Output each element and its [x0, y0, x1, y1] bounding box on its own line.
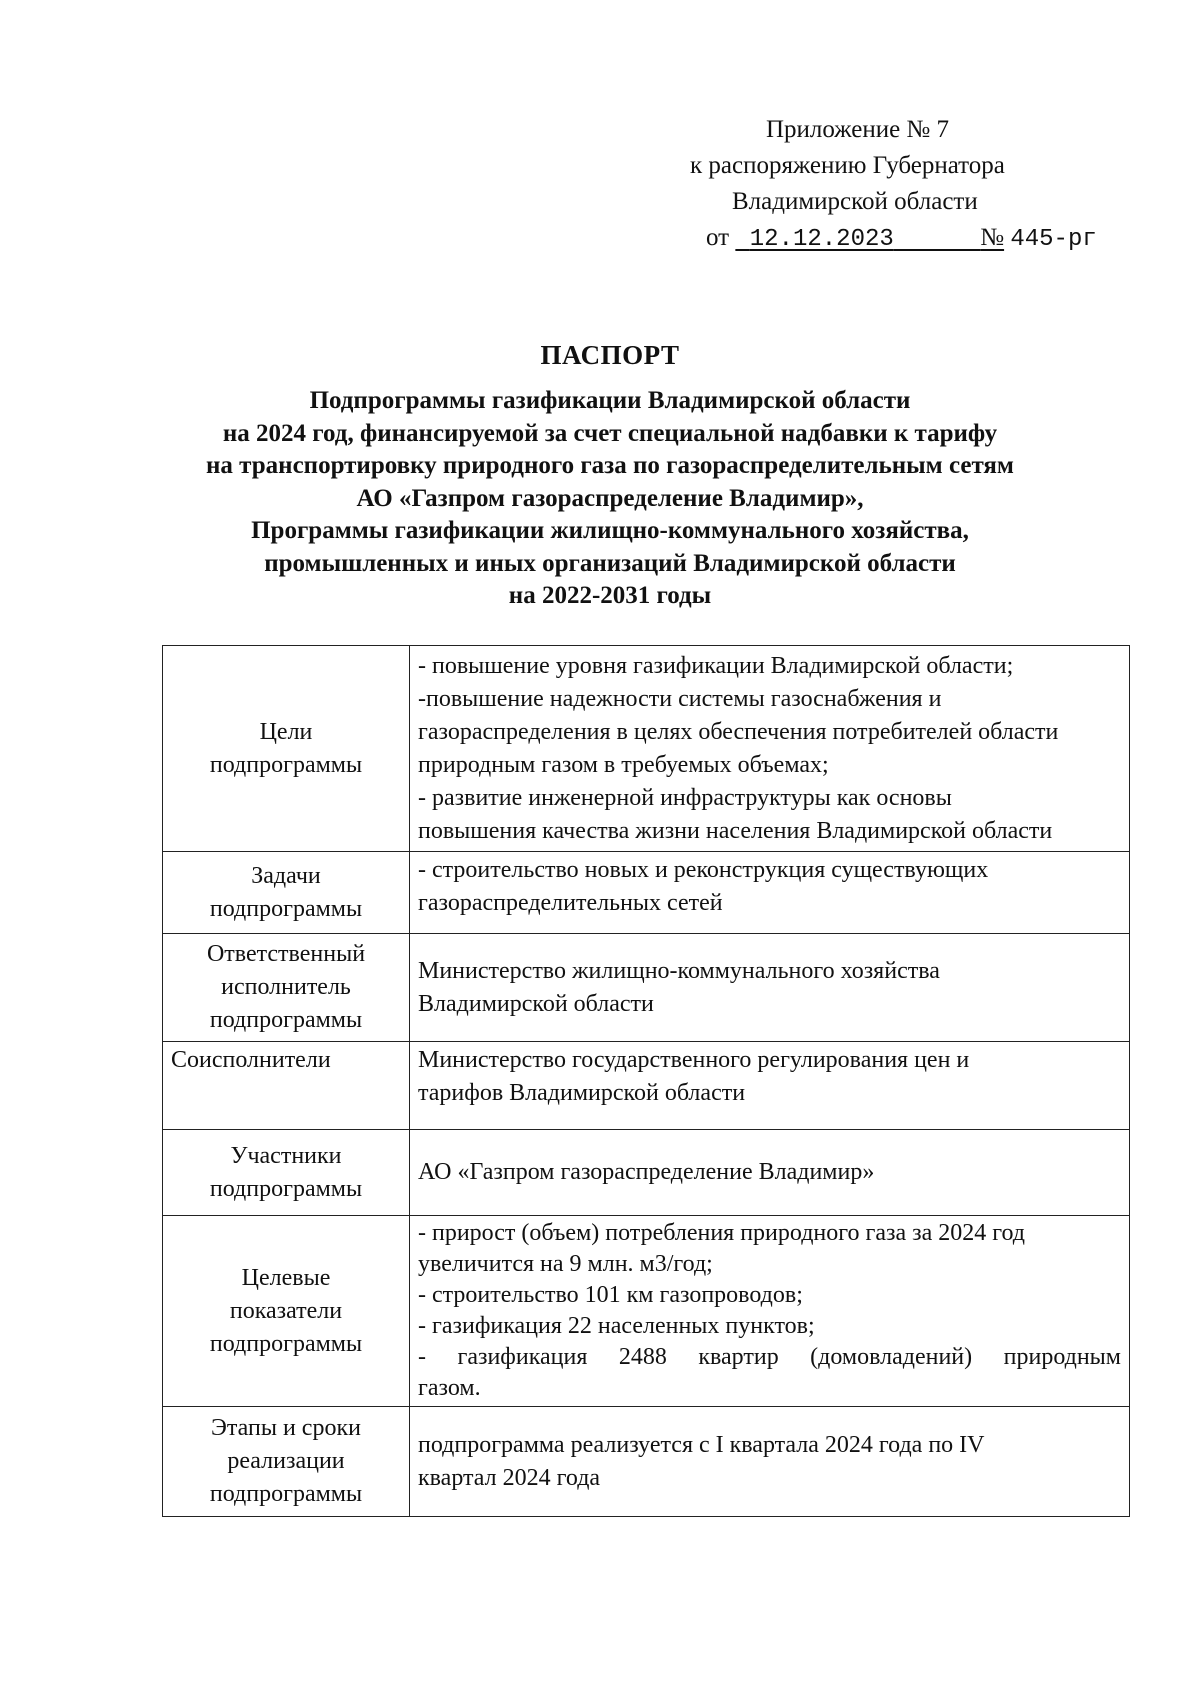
row-label-goals: Цели подпрограммы — [163, 646, 410, 852]
document-title-block — [140, 340, 1080, 613]
document-title: ПАСПОРТ — [540, 340, 680, 370]
row-value-stages: подпрограмма реализуется с I квартала 2024 года по IV квартал 2024 года — [410, 1407, 1130, 1517]
row-value-participants: АО «Газпром газораспределение Владимир» — [410, 1130, 1130, 1216]
subtitle-line: на 2024 год, финансируемой за счет специальной надбавки к тарифу — [222, 419, 998, 447]
row-value-responsible: Министерство жилищно-коммунального хозяйства Владимирской области — [410, 934, 1130, 1042]
table-row-coexecutors — [163, 1042, 1130, 1130]
subtitle-line: на транспортировку природного газа по газораспределительным сетям — [206, 452, 1014, 479]
table-row-participants — [163, 1130, 1130, 1216]
table-row-responsible — [163, 934, 1130, 1042]
date-prefix: от — [706, 224, 730, 251]
row-value-goals: - повышение уровня газификации Владимирской области; -повышение надежности системы газоснабжения и газораспределения в целях обеспечения потребителей области природным газом в требуемых объемах; - развитие инженерной инфраструктуры как основы повышения качества жизни населения Владимирской области — [410, 646, 1130, 852]
order-number: 445-рг — [1010, 226, 1097, 253]
order-date: 12.12.2023 — [749, 226, 894, 253]
region-reference: Владимирской области — [732, 188, 978, 215]
subtitle-line: промышленных и иных организаций Владимирской области — [264, 549, 956, 577]
order-date-number — [706, 220, 1097, 258]
table-row-stages — [163, 1407, 1130, 1517]
row-label-responsible: Ответственный исполнитель подпрограммы — [163, 934, 410, 1042]
table-row-tasks — [163, 852, 1130, 934]
passport-table — [162, 645, 1130, 1517]
row-label-targets: Целевые показатели подпрограммы — [163, 1216, 410, 1407]
number-prefix: № — [980, 224, 1005, 251]
subtitle-line: Подпрограммы газификации Владимирской области — [309, 387, 911, 414]
subtitle-line: Программы газификации жилищно-коммунального хозяйства, — [251, 517, 969, 544]
appendix-number: Приложение № 7 — [766, 116, 950, 143]
table-row-targets — [163, 1216, 1130, 1407]
row-value-coexecutors: Министерство государственного регулирования цен и тарифов Владимирской области — [410, 1042, 1130, 1130]
row-label-participants: Участники подпрограммы — [163, 1130, 410, 1216]
row-value-targets: - прирост (объем) потребления природного газа за 2024 год увеличится на 9 млн. м3/год; - строительство 101 км газопроводов; - газификация 22 населенных пунктов; - газификация 2488 квартир (домовладений) природным газом. — [410, 1216, 1130, 1407]
subtitle-line: АО «Газпром газораспределение Владимир», — [356, 484, 864, 512]
subtitle-line: на 2022-2031 годы — [508, 582, 712, 609]
row-value-tasks: - строительство новых и реконструкция существующих газораспределительных сетей — [410, 852, 1130, 934]
row-label-tasks: Задачи подпрограммы — [163, 852, 410, 934]
row-label-stages: Этапы и сроки реализации подпрограммы — [163, 1407, 410, 1517]
table-row-goals — [163, 646, 1130, 852]
order-reference: к распоряжению Губернатора — [690, 152, 1005, 179]
row-label-coexecutors: Соисполнители — [163, 1042, 410, 1130]
